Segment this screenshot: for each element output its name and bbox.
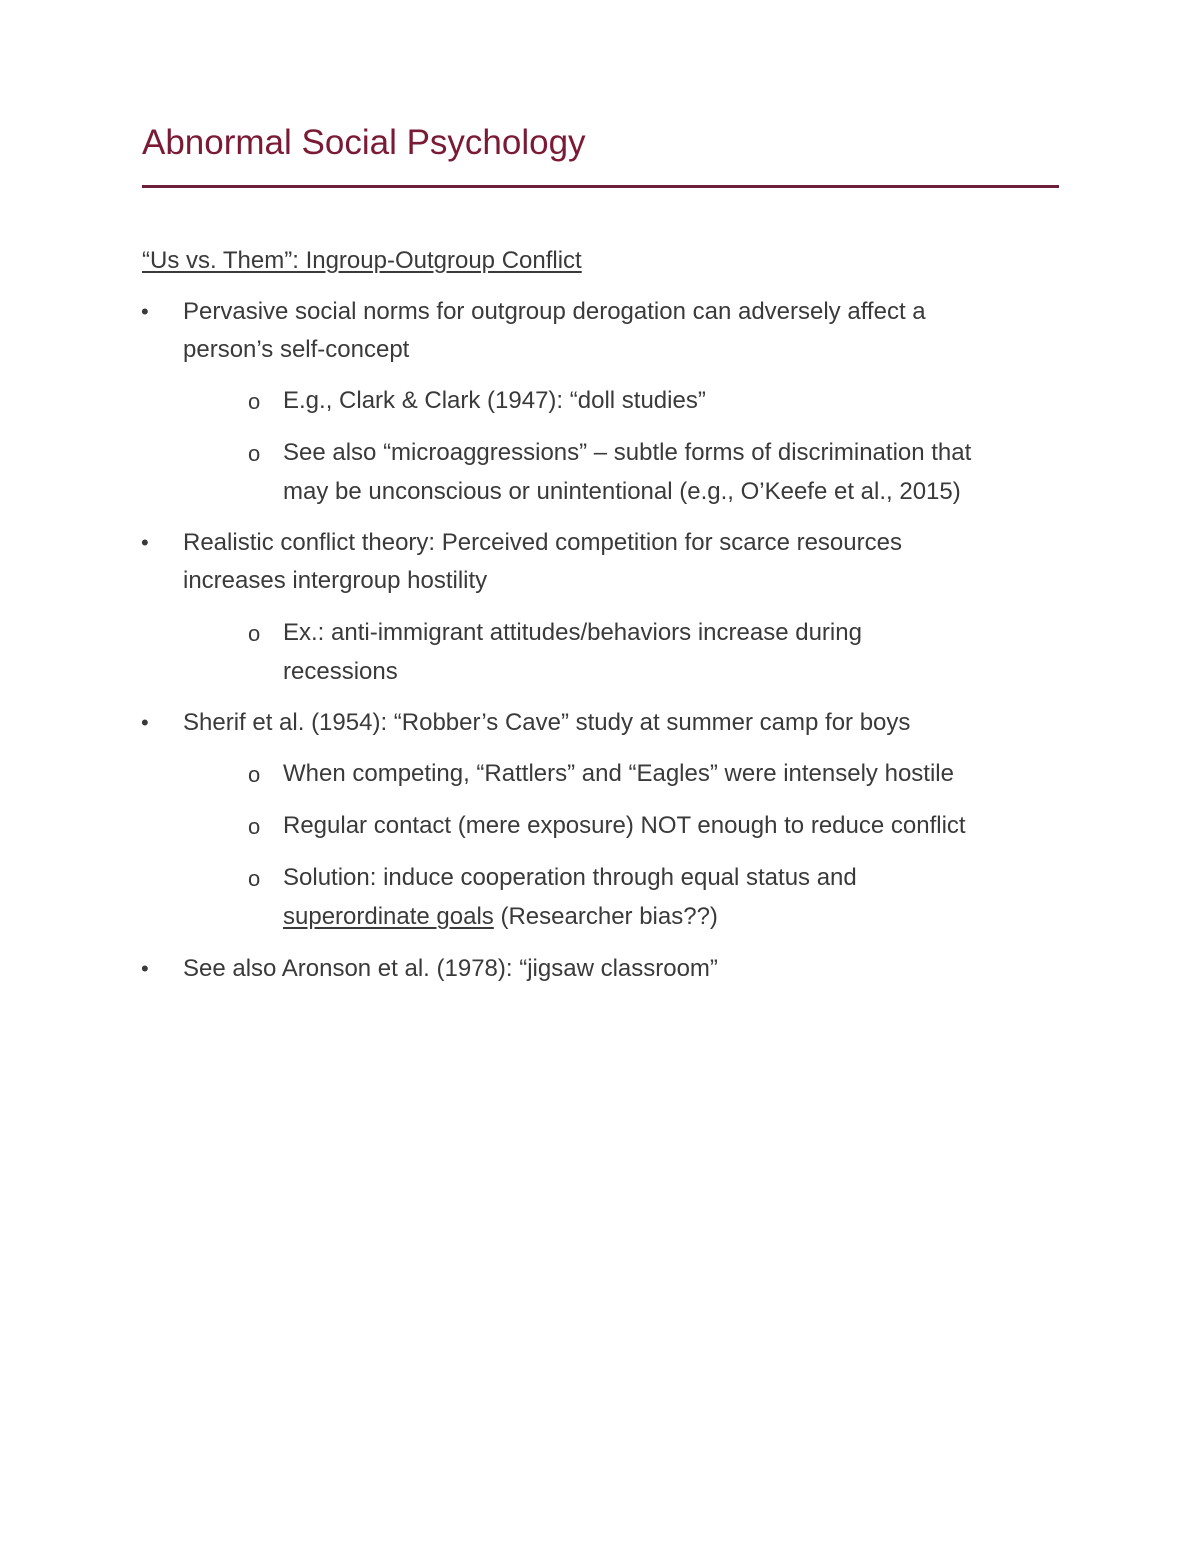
bullet-text-line: Sherif et al. (1954): “Robber’s Cave” study at summer camp for boys — [183, 709, 911, 736]
underlined-term: superordinate goals — [283, 903, 494, 930]
sub-bullet-text-line: may be unconscious or unintentional (e.g., O’Keefe et al., 2015) — [283, 478, 961, 505]
sub-bullet-marker: o — [248, 441, 261, 466]
sub-bullet-marker: o — [248, 389, 261, 414]
sub-bullet-text-line: recessions — [283, 658, 398, 685]
sub-bullet-text-line: When competing, “Rattlers” and “Eagles” were intensely hostile — [283, 760, 954, 787]
bullet-marker: • — [141, 530, 149, 555]
sub-bullet-text-line: Ex.: anti-immigrant attitudes/behaviors increase during — [283, 619, 862, 646]
bullet-text-line: Realistic conflict theory: Perceived competition for scarce resources — [183, 529, 902, 556]
document-title: Abnormal Social Psychology — [142, 123, 586, 162]
sub-bullet-text-line — [283, 898, 718, 936]
bullet-marker: • — [141, 710, 149, 735]
bullet-marker: • — [141, 956, 149, 981]
sub-bullet-text-line: E.g., Clark & Clark (1947): “doll studies” — [283, 387, 706, 414]
bullet-text-line: increases intergroup hostility — [183, 567, 488, 594]
sub-bullet-text-line: See also “microaggressions” – subtle forms of discrimination that — [283, 439, 972, 466]
sub-bullet-marker: o — [248, 621, 261, 646]
sub-bullet-text-line: Regular contact (mere exposure) NOT enough to reduce conflict — [283, 812, 966, 839]
sub-bullet-marker: o — [248, 866, 261, 891]
bullet-text-line: See also Aronson et al. (1978): “jigsaw classroom” — [183, 955, 718, 982]
sub-bullet-marker: o — [248, 814, 261, 839]
title-divider — [142, 185, 1059, 188]
section-heading: “Us vs. Them”: Ingroup-Outgroup Conflict — [142, 247, 582, 274]
bullet-marker: • — [141, 299, 149, 324]
bullet-text-line: person’s self-concept — [183, 336, 410, 363]
bullet-text-line: Pervasive social norms for outgroup derogation can adversely affect a — [183, 298, 926, 325]
sub-bullet-text-line: Solution: induce cooperation through equal status and — [283, 864, 857, 891]
sub-bullet-marker: o — [248, 762, 261, 787]
sub-bullet-text-tail: (Researcher bias??) — [493, 903, 718, 930]
